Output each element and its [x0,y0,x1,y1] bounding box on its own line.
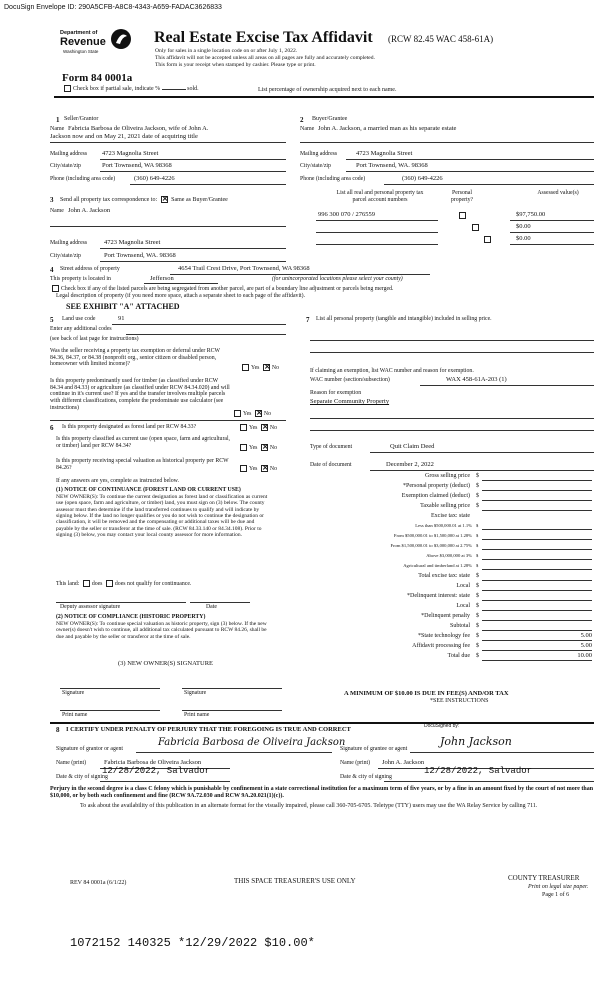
tax-row-tech-fee: *State technology fee $ 5.00 [418,632,592,639]
doc-date-label: Date of document [310,462,352,468]
tax-row-local-2: Local $ [334,603,592,612]
tax-row-personal: *Personal property (deduct) $ [334,483,592,492]
q2-no-checkbox[interactable] [255,410,262,417]
partial-sale-checkbox[interactable] [64,85,71,92]
seller-mailing-label: Mailing address [50,151,88,157]
s6-q2-no-checkbox[interactable] [261,444,268,451]
parcels-header: List all real and personal property tax parcel account numbers [336,190,424,203]
parcel-row-1: 996 300 070 / 276559 [318,211,376,218]
tax-row-interest: *Delinquent interest: state $ [334,593,592,602]
ownership-note: List percentage of ownership acquired next to each name. [258,87,397,93]
doc-type-value: Quit Claim Deed [390,443,435,450]
corr-label-row: Send all property tax correspondence to: × Same as Buyer/Grantee [60,196,228,204]
notice2-title: (2) NOTICE OF COMPLIANCE (HISTORIC PROPERTY) [56,614,206,620]
bracket-4: Above $3,000,000 at 3% [426,553,472,558]
reason-value: Separate Community Property [310,398,390,405]
form-rcw: (RCW 82.45 WAC 458-61A) [388,34,494,44]
alternate-format-notice: To ask about the availability of this publication in an alternate format for the visually impaired, please call 360-705-6705. Teletype (TTY) users may use the WA Relay Service by calling 711. [80,803,538,809]
street-section-num: 4 [50,266,54,274]
located-value: Jefferson [150,275,174,282]
corr-city-value: Port Townsend, WA. 98368 [104,252,176,259]
docusigned-label: DocuSigned by: [424,723,460,729]
page-number: Page 1 of 6 [542,892,570,898]
land-section-num: 5 [50,316,54,324]
seller-name-line2: Jackson now and on May 21, 2021 date of acquiring title [50,133,198,140]
s7-section-num: 7 [306,316,310,324]
print-legal-note: Print on legal size paper. [528,884,589,890]
buyer-mailing-label: Mailing address [300,151,338,157]
header-divider [54,96,594,98]
buyer-mailing-value: 4723 Magnolia Street [356,150,413,157]
s6-q3-no-checkbox[interactable] [261,465,268,472]
form-title: Real Estate Excise Tax Affidavit [154,29,373,46]
tax-row-processing-fee: Affidavit processing fee $ 5.00 [412,642,592,649]
buyer-section-num: 2 [300,116,304,124]
tax-row-local-1: Local $ [334,583,592,592]
see-instructions: *SEE INSTRUCTIONS [430,698,489,704]
seller-phone-value: (360) 649-4226 [134,175,175,182]
tax-row-excise: Excise tax: state [431,513,470,519]
s6-q2: Is this property classified as current use (open space, farm and agricultural, or timber) land per RCW 84.34? [56,436,231,449]
certify-text: I CERTIFY UNDER PENALTY OF PERJURY THAT THE FOREGOING IS TRUE AND CORRECT [66,726,351,733]
seller-name-label: Name [50,126,65,132]
q1-no-checkbox[interactable] [263,364,270,371]
bracket-3: From $1,500,000.01 to $3,000,000 at 2.75% [390,543,472,548]
owner-print-2: Print name [184,712,210,718]
s6-q2-yes-no: Yes × No [238,444,277,451]
seller-city-label: City/state/zip [50,163,81,169]
seller-name-line1: Fabricia Barbosa de Oliveira Jackson, wife of John A. [68,125,209,132]
land-use-code: 91 [118,315,125,322]
this-land-row: This land: does does not qualify for continuance. [56,580,192,587]
does-not-checkbox[interactable] [106,580,113,587]
corr-name-label: Name [50,208,64,214]
s6-q3-yes-checkbox[interactable] [240,465,247,472]
note-2: This affidavit will not be accepted unless all areas on all pages are fully and accurately completed. [155,55,375,61]
form-number: Form 84 0001a [62,72,133,84]
s8-section-num: 8 [56,726,60,734]
land-use-label: Land use code [62,316,96,322]
land-question-1: Was the seller receiving a property tax exemption or deferral under RCW 84.36, 84.37, or 84.38 (nonprofit org., senior citizen or disabled person, homeowner with limited income)? [50,348,220,368]
q1-yes-no: Yes × No [240,364,279,371]
dor-logo: Department of Revenue Washington State [60,28,134,62]
s7-label: List all personal property (tangible and intangible) included in selling price. [316,316,492,322]
recording-stamp: 1072152 140325 *12/29/2022 $10.00* [70,936,315,950]
grantor-name-label: Name (print) [56,760,87,766]
s6-q4: If any answers are yes, complete as instructed below. [56,478,179,484]
q2-yes-no: Yes × No [232,410,271,417]
tax-row-total-due: Total due $ 10.00 [447,652,592,659]
see-back-label: (see back of last page for instructions) [50,336,139,342]
treasurer-space: THIS SPACE TREASURER'S USE ONLY [234,877,356,885]
notice2-body: NEW OWNER(S): To continue special valuation as historic property, sign (3) below. If the new owner(s) doesn't wish to continue, all additional tax calculated pursuant to RCW 84.26, shall be due and payable by the seller or transferor at the time of sale. [56,621,267,640]
grantor-name-value: Fabricia Barbosa de Oliveira Jackson [104,759,202,766]
new-owner-sig-title: (3) NEW OWNER(S) SIGNATURE [118,660,214,667]
seller-mailing-value: 4723 Magnolia Street [102,150,159,157]
seller-city-value: Port Townsend, WA 98368 [102,162,172,169]
buyer-section-title: Buyer/Grantee [312,116,348,122]
segregated-checkbox[interactable] [52,285,59,292]
grantor-signature[interactable]: Fabricia Barbosa de Oliveira Jackson [158,737,346,748]
s6-section-num: 6 [50,424,54,432]
personal-property-checkbox-2[interactable] [472,224,479,231]
assessed-value-header: Assessed value(s) [537,190,579,196]
tax-row-total-excise: Total excise tax: state $ [334,573,592,582]
additional-codes-label: Enter any additional codes [50,326,112,332]
s6-q1: Is this property designated as forest land per RCW 84.33? [62,424,197,430]
personal-property-checkbox-3[interactable] [484,236,491,243]
legal-label: Legal description of property (if you need more space, attach a separate sheet to each page of the affidavit). [56,293,306,299]
notice1-body: NEW OWNER(S): To continue the current designation as forest land or classification as current use (open space, farm and agriculture, or timber) land, you must sign on (3) below. The county assessor must then determine if the land transferred continues to qualify and will indicate by signing below. If the land no longer qualifies or you do not wish to continue the designation or classification, it will be removed and the compensating or additional taxes will be due and payable by the seller or transferor at the time of sale. (RCW 84.33.140 or 84.34.108). Prior to signing (3) below, you may contact your local county assessor for more information. [56,494,268,538]
deputy-date-label: Date [206,604,217,610]
doc-type-label: Type of document [310,444,353,450]
corr-section-num: 3 [50,196,54,204]
grantee-name-value: John A. Jackson [382,759,425,766]
segregated-row: Check box if any of the listed parcels are being segregated from another parcel, are part of a boundary line adjustment or parcels being merged. [50,285,590,292]
buyer-city-value: Port Townsend, WA. 98368 [356,162,428,169]
partial-sale-row: Check box if partial sale, indicate % sold. [62,85,199,93]
assessed-value-3: $0.00 [516,235,531,242]
s6-q1-no-checkbox[interactable] [261,424,268,431]
county-treasurer: COUNTY TREASURER [508,874,580,882]
tax-row-exemption: Exemption claimed (deduct) $ [334,493,592,502]
owner-signature-2[interactable]: Signature [184,690,207,696]
tax-row-gross: Gross selling price $ [334,473,592,482]
street-value: 4654 Trail Crest Drive, Port Townsend, WA 98368 [178,265,310,272]
tax-row-subtotal: Subtotal $ [334,623,592,632]
same-as-buyer-checkbox[interactable] [161,196,168,203]
reason-label: Reason for exemption [310,390,362,396]
bracket-1: Less than $500,000.01 at 1.1% [415,523,472,528]
tax-row-penalty: *Delinquent penalty $ [334,613,592,622]
does-checkbox[interactable] [83,580,90,587]
personal-property-checkbox-1[interactable] [459,212,466,219]
seller-section-title: Seller/Grantor [64,116,99,122]
bracket-2: From $500,000.01 to $1,500,000 at 1.28% [393,533,472,538]
envelope-id: DocuSign Envelope ID: 290A5CFB-A8C8-4343-A659-FADAC3626833 [4,4,222,11]
personal-property-header: Personal property? [450,190,474,203]
grantor-date-label: Date & city of signing [56,774,108,780]
s6-q3-yes-no: Yes × No [238,465,277,472]
corr-mailing-label: Mailing address [50,240,88,246]
corr-name-value: John A. Jackson [68,207,111,214]
located-label: This property is located in [50,276,111,282]
minimum-note: A MINIMUM OF $10.00 IS DUE IN FEE(S) AND/OR TAX [344,690,509,697]
grantor-sig-label: Signature of grantor or agent [56,746,123,752]
legal-value: SEE EXHIBIT "A" ATTACHED [66,302,180,311]
buyer-city-label: City/state/zip [300,163,331,169]
tax-row-taxable: Taxable selling price $ [334,503,592,512]
notice1-title: (1) NOTICE OF CONTINUANCE (FOREST LAND OR CURRENT USE) [56,487,241,493]
grantee-date-value: 12/28/2022, Salvador [424,766,533,776]
street-label: Street address of property [60,266,120,272]
deputy-label: Deputy assessor signature [60,604,121,610]
s6-q2-yes-checkbox[interactable] [240,444,247,451]
note-3: This form is your receipt when stamped by cashier. Please type or print. [155,62,316,68]
q2-yes-checkbox[interactable] [234,410,241,417]
bracket-5: Agricultural and timberland at 1.28% [403,563,472,568]
buyer-name-label: Name [300,126,315,132]
exemption-text: If claiming an exemption, list WAC number and reason for exemption. [310,368,474,374]
note-1: Only for sales in a single location code on or after July 1, 2022. [155,48,298,54]
grantee-sig-label: Signature of grantee or agent [340,746,408,752]
unincorporated-note: (for unincorporated locations please select your county) [272,276,403,282]
buyer-name-value: John A. Jackson, a married man as his separate estate [318,125,457,132]
seller-phone-label: Phone (including area code) [50,176,116,182]
owner-signature-1[interactable]: Signature [62,690,85,696]
s6-q1-yes-no: Yes × No [238,424,277,431]
assessed-value-1: $97,750.00 [516,211,546,218]
grantee-date-label: Date & city of signing [340,774,392,780]
doc-date-value: December 2, 2022 [386,461,434,468]
seller-section-num: 1 [56,116,60,124]
s6-q1-yes-checkbox[interactable] [240,424,247,431]
rev-number: REV 84 0001a (6/1/22) [70,880,127,886]
land-question-2: Is this property predominantly used for timber (as classified under RCW 84.34 and 84.33) or agriculture (as classified under RCW 84.34.020) and will continue in it's current use? If yes and the transfer involves multiple parcels with different classifications, complete the predominate use calculator (see instructions) [50,378,230,411]
corr-city-label: City/state/zip [50,253,81,259]
dor-logo-icon [110,28,132,50]
corr-mailing-value: 4723 Magnolia Street [104,239,161,246]
grantor-date-value: 12/28/2022, Salvador [102,766,211,776]
q1-yes-checkbox[interactable] [242,364,249,371]
buyer-phone-label: Phone (including area code) [300,176,366,182]
wac-label: WAC number (section/subsection) [310,377,390,383]
wac-value: WAX 458-61A-203 (1) [446,376,507,383]
buyer-phone-value: (360) 649-4226 [402,175,443,182]
grantee-signature[interactable]: John Jackson [440,735,512,748]
owner-print-1: Print name [62,712,88,718]
perjury-notice: Perjury in the second degree is a class C felony which is punishable by confinement in a state correctional institution for a maximum term of five years, or by a fine in an amount fixed by the court of not more than $10,000, or by both such confinement and fine (RCW 9A.72.030 and RCW 9A.20.021(1)(c)). [50,786,594,799]
assessed-value-2: $0.00 [516,223,531,230]
s6-q3: Is this property receiving special valuation as historical property per RCW 84.26? [56,458,229,471]
grantee-name-label: Name (print) [340,760,371,766]
